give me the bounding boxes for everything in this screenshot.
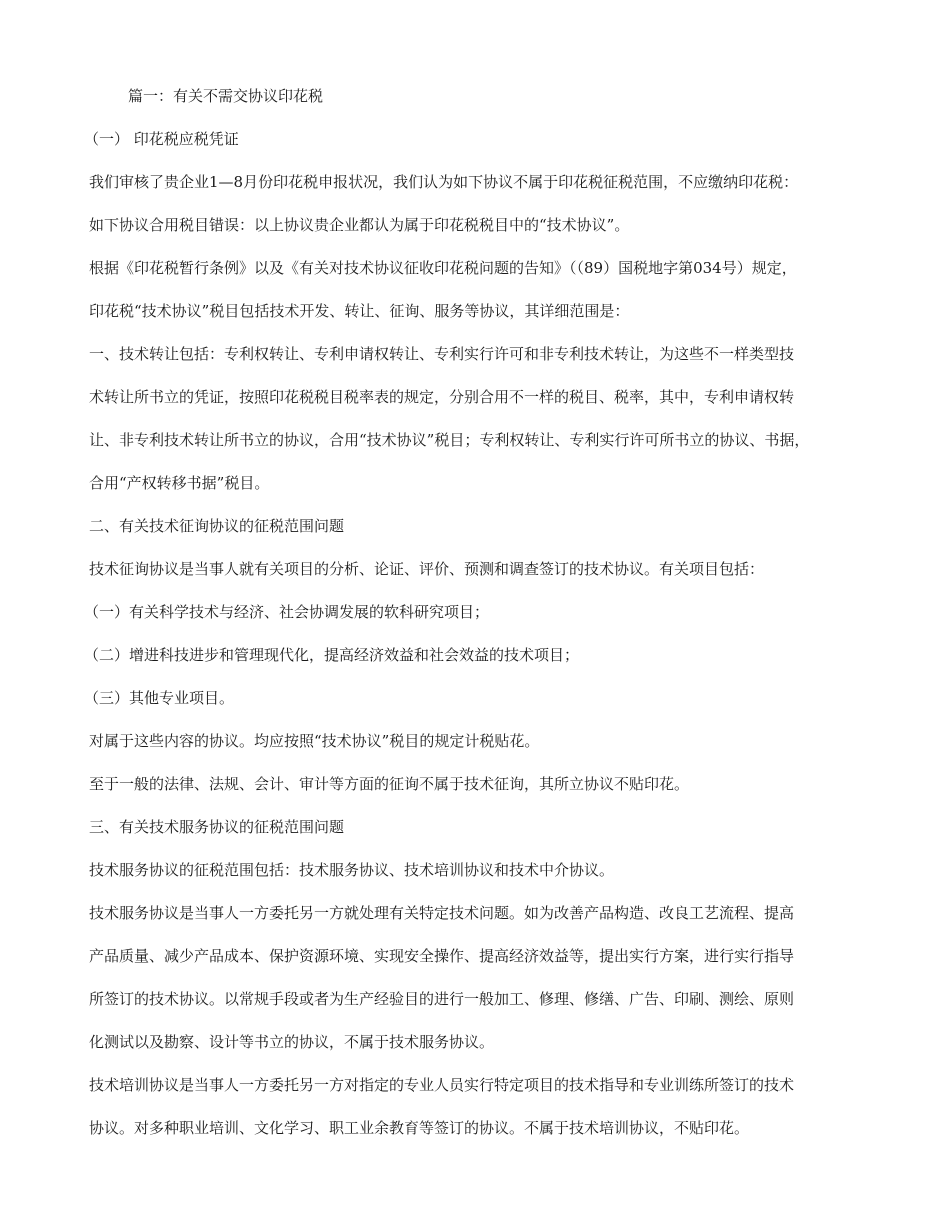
paragraph-line: 让、非专利技术转让所书立的协议，合用“技术协议”税目；专利权转让、专利实行许可所书立的协议、书据， bbox=[89, 431, 810, 449]
paragraph-line: 技术服务协议是当事人一方委托另一方就处理有关特定技术问题。如为改善产品构造、改良工艺流程、提高 bbox=[89, 904, 795, 922]
section-heading: 三、有关技术服务协议的征税范围问题 bbox=[89, 818, 345, 836]
paragraph-line: 根据《印花税暂行条例》以及《有关对技术协议征收印花税问题的告知》（（89）国税地字第034号）规定， bbox=[89, 259, 797, 277]
section-heading: 二、有关技术征询协议的征税范围问题 bbox=[89, 517, 345, 535]
paragraph-line: 对属于这些内容的协议。均应按照“技术协议”税目的规定计税贴花。 bbox=[89, 732, 540, 750]
paragraph-line: 如下协议合用税目错误：以上协议贵企业都认为属于印花税税目中的“技术协议”。 bbox=[89, 216, 630, 234]
paragraph-line: 合用“产权转移书据”税目。 bbox=[89, 474, 270, 492]
paragraph-line: 我们审核了贵企业1—8月份印花税申报状况，我们认为如下协议不属于印花税征税范围，不应缴纳印花税： bbox=[89, 173, 799, 191]
paragraph-line: 产品质量、减少产品成本、保护资源环境、实现安全操作、提高经济效益等，提出实行方案，进行实行指导 bbox=[89, 947, 795, 965]
section-heading: （一） 印花税应税凭证 bbox=[84, 130, 239, 148]
paragraph-line: 至于一般的法律、法规、会计、审计等方面的征询不属于技术征询，其所立协议不贴印花。 bbox=[89, 775, 690, 793]
paragraph-line: 一、技术转让包括：专利权转让、专利申请权转让、专利实行许可和非专利技术转让，为这些不一样类型技 bbox=[89, 345, 795, 363]
paragraph-line: 所签订的技术协议。以常规手段或者为生产经验目的进行一般加工、修理、修缮、广告、印刷、测绘、原则 bbox=[89, 990, 795, 1008]
paragraph-line: 技术征询协议是当事人就有关项目的分析、论证、评价、预测和调查签订的技术协议。有关项目包括： bbox=[89, 560, 765, 578]
paragraph-line: 印花税“技术协议”税目包括技术开发、转让、征询、服务等协议，其详细范围是： bbox=[89, 302, 630, 320]
document-title: 篇一：有关不需交协议印花税 bbox=[128, 87, 324, 105]
list-item: （一）有关科学技术与经济、社会协调发展的软科研究项目； bbox=[84, 603, 490, 621]
paragraph-line: 术转让所书立的凭证，按照印花税税目税率表的规定，分别合用不一样的税目、税率，其中，专利申请权转 bbox=[89, 388, 795, 406]
paragraph-line: 协议。对多种职业培训、文化学习、职工业余教育等签订的协议。不属于技术培训协议，不贴印花。 bbox=[89, 1119, 750, 1137]
list-item: （三）其他专业项目。 bbox=[84, 689, 235, 707]
list-item: （二）增进科技进步和管理现代化，提高经济效益和社会效益的技术项目； bbox=[84, 646, 580, 664]
paragraph-line: 技术培训协议是当事人一方委托另一方对指定的专业人员实行特定项目的技术指导和专业训练所签订的技术 bbox=[89, 1076, 795, 1094]
paragraph-line: 化测试以及勘察、设计等书立的协议，不属于技术服务协议。 bbox=[89, 1033, 495, 1051]
paragraph-line: 技术服务协议的征税范围包括：技术服务协议、技术培训协议和技术中介协议。 bbox=[89, 861, 615, 879]
